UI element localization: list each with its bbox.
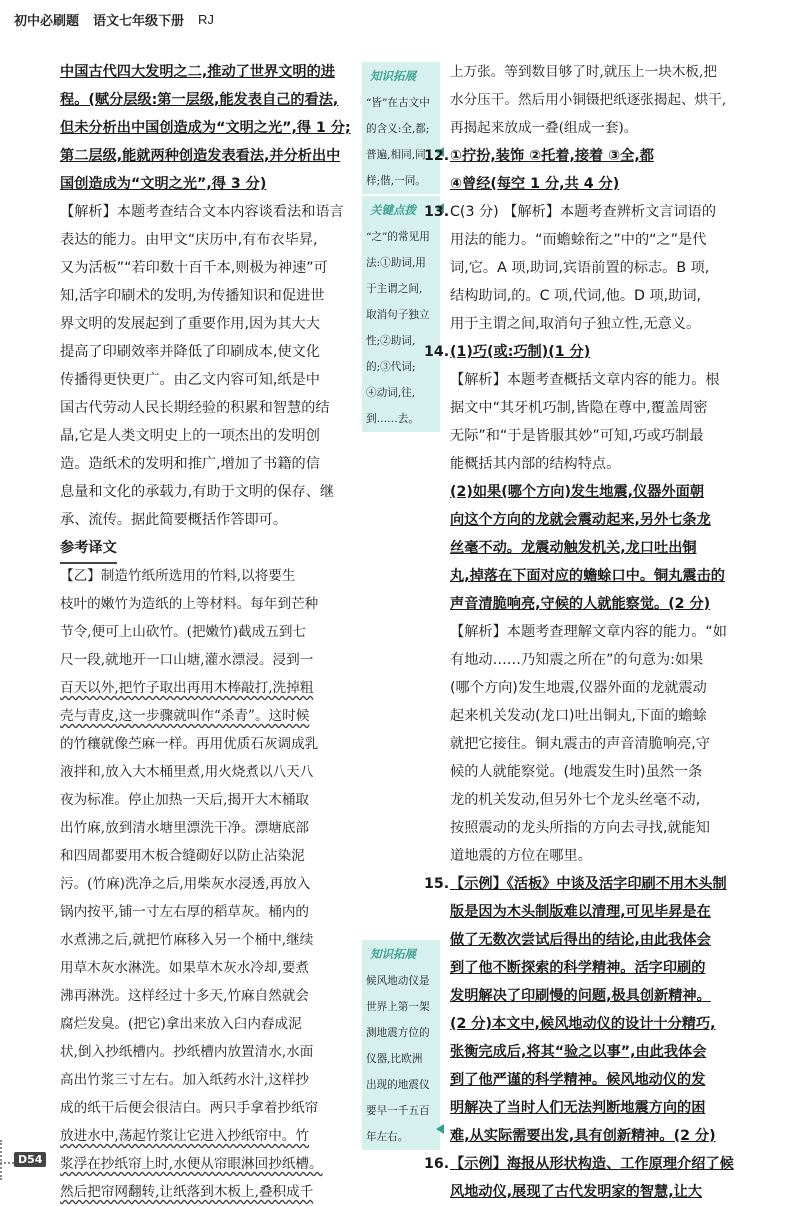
text-line [450, 450, 770, 478]
text-line [450, 814, 770, 842]
text-span: C(3 分) 【解析】本题考查辨析文言词语的 [450, 204, 717, 220]
text-line [60, 114, 350, 142]
text-line [60, 366, 350, 394]
text-line [60, 814, 350, 842]
knowledge-box-2 [362, 940, 440, 1150]
text-line [60, 86, 350, 114]
text-line [60, 478, 350, 506]
text-line [60, 254, 350, 282]
text-line [450, 562, 770, 590]
text-span: ④曾经(每空 1 分,共 4 分) [450, 176, 620, 192]
text-span: 和四周都要用木板合缝砌好以防止沾染泥 [60, 848, 305, 864]
text-line [450, 1094, 770, 1122]
text-line [450, 898, 770, 926]
text-span: 第二层级,能就两种创造发表看法,并分析出中 [60, 148, 341, 164]
text-line [450, 730, 770, 758]
text-span: 表达的能力。由甲文“庆历中,有布衣毕昇, [60, 232, 318, 248]
text-line [60, 1010, 350, 1038]
side-box-line: “皆”在古文中 [366, 97, 430, 109]
text-line [450, 422, 770, 450]
text-span: 词,它。A 项,助词,宾语前置的标志。B 项, [450, 260, 710, 276]
text-span: (2 分)本文中,候风地动仪的设计十分精巧, [450, 1016, 716, 1032]
key-point-box [362, 196, 440, 432]
text-span: 用草木灰水淋洗。如果草木灰水冷却,要煮 [60, 960, 310, 976]
side-box-line: 样;偕,一同。 [366, 175, 426, 187]
question-number: 12. [424, 148, 450, 164]
text-span: 锅内按平,铺一寸左右厚的稻草灰。桶内的 [60, 904, 310, 920]
text-line [450, 506, 770, 534]
text-span: 声音清脆响亮,守候的人就能察觉。(2 分) [450, 596, 711, 612]
text-span: 【解析】本题考查理解文章内容的能力。“如 [450, 624, 727, 640]
side-box-line: 候风地动仪是 [366, 975, 430, 987]
text-line [450, 1010, 770, 1038]
question-line [424, 142, 770, 170]
text-span: 道地震的方位在哪里。 [450, 848, 592, 864]
text-span: ①拧扮,装饰 ②托着,接着 ③全,都 [450, 148, 654, 164]
side-box-title: 关键点拨 [370, 203, 416, 217]
text-span: (2)如果(哪个方向)发生地震,仪器外面朝 [450, 484, 705, 500]
text-span: 水分压干。然后用小铜镊把纸逐张揭起、烘干, [450, 92, 727, 108]
text-line [450, 674, 770, 702]
text-span: 然后把帘网翻转,让纸落到木板上,叠积成千 [60, 1184, 314, 1200]
text-line [60, 590, 350, 618]
side-box-line: ④动词,往, [366, 387, 416, 399]
text-line [450, 590, 770, 618]
text-line [60, 142, 350, 170]
side-box-title: 知识拓展 [370, 947, 416, 961]
page-corner-dots [0, 1140, 2, 1180]
text-span: 的竹穰就像苎麻一样。再用优质石灰调成乳 [60, 736, 319, 752]
text-span: 枝叶的嫩竹为造纸的上等材料。每年到芒种 [60, 596, 319, 612]
text-span: (哪个方向)发生地震,仪器外面的龙就震动 [450, 680, 707, 696]
side-box-line: 取消句子独立 [366, 309, 430, 321]
text-line [60, 562, 350, 590]
text-span: 息量和文化的承载力,有助于文明的保存、继 [60, 484, 335, 500]
text-line [60, 1094, 350, 1122]
book-title: 语文七年级下册 [93, 13, 185, 29]
text-span: 龙的机关发动,但另外七个龙头丝毫不动, [450, 792, 701, 808]
text-span: 壳与青皮,这一步骤就叫作“杀青”。这时候 [60, 708, 310, 724]
text-line [450, 310, 770, 338]
text-span: 水煮沸之后,就把竹麻移入另一个桶中,继续 [60, 932, 314, 948]
text-line [60, 1122, 350, 1150]
text-line [450, 226, 770, 254]
text-line [450, 282, 770, 310]
text-span: 沸再淋洗。这样经过十多天,竹麻自然就会 [60, 988, 310, 1004]
text-span: 又为活板”“若印数十百千本,则极为神速”可 [60, 260, 328, 276]
text-span: 候的人就能察觉。(地震发生时)虽然一条 [450, 764, 703, 780]
text-line [450, 58, 770, 86]
text-span: 到了他不断探索的科学精神。活字印刷的 [450, 960, 706, 976]
text-line [60, 198, 350, 226]
text-span: 污。(竹麻)洗净之后,用柴灰水浸透,再放入 [60, 876, 311, 892]
side-box-line: 世界上第一架 [366, 1001, 430, 1013]
text-line [60, 310, 350, 338]
text-span: 传播得更快更广。由乙文内容可知,纸是中 [60, 372, 320, 388]
text-span: 程。(赋分层级:第一层级,能发表自己的看法, [60, 92, 339, 108]
page-corner-dots [0, 1162, 14, 1164]
text-span: 发明解决了印刷慢的问题,极具创新精神。 [450, 988, 711, 1004]
question-number: 13. [424, 204, 450, 220]
text-line [450, 1122, 770, 1150]
text-line [450, 534, 770, 562]
section-heading: 参考译文 [60, 534, 117, 564]
side-box-line: 于主谓之间, [366, 283, 423, 295]
text-span: 腐烂发臭。(把它)拿出来放入臼内舂成泥 [60, 1016, 302, 1032]
question-number: 14. [424, 344, 450, 360]
text-line [450, 702, 770, 730]
text-span: 晶,它是人类文明史上的一项杰出的发明创 [60, 428, 320, 444]
text-span: 按照震动的龙头所指的方向去寻找,就能知 [450, 820, 710, 836]
text-line [60, 618, 350, 646]
text-line [450, 114, 770, 142]
text-line [60, 506, 350, 534]
side-box-line: 的含义:全,都; [366, 123, 430, 135]
question-number: 15. [424, 876, 450, 892]
text-line [60, 1150, 350, 1178]
text-span: 张衡完成后,将其“验之以事”,由此我体会 [450, 1044, 707, 1060]
question-line [424, 338, 770, 366]
text-line [450, 954, 770, 982]
text-span: 高出竹浆三寸左右。加入纸药水汁,这样抄 [60, 1072, 310, 1088]
text-line [450, 842, 770, 870]
text-span: 难,从实际需要出发,具有创新精神。(2 分) [450, 1128, 716, 1144]
page-number: D54 [14, 1152, 46, 1167]
page-header [14, 6, 228, 32]
text-span: 向这个方向的龙就会震动起来,另外七条龙 [450, 512, 711, 528]
side-box-line: 法:①助词,用 [366, 257, 426, 269]
side-box-line: 性;②助词, [366, 335, 416, 347]
side-box-line: 普遍,相同,同 [366, 149, 426, 161]
left-column [60, 58, 350, 1206]
series-title: 初中必刷题 [14, 13, 80, 29]
text-span: 国创造成为“文明之光”,得 3 分) [60, 176, 267, 192]
side-box-line: 到……去。 [366, 413, 419, 425]
side-box-line: 测地震方位的 [366, 1027, 430, 1039]
text-span: 风地动仪,展现了古代发明家的智慧,让大 [450, 1184, 702, 1200]
text-line [60, 338, 350, 366]
pointer-arrow-icon [436, 1124, 444, 1134]
text-span: 节令,便可上山砍竹。(把嫩竹)截成五到七 [60, 624, 307, 640]
text-line [450, 982, 770, 1010]
text-line [60, 842, 350, 870]
text-span: 据文中“其牙机巧制,皆隐在尊中,覆盖周密 [450, 400, 708, 416]
text-span: 液拌和,放入大木桶里煮,用火烧煮以八天八 [60, 764, 314, 780]
text-line [450, 758, 770, 786]
text-span: 无际”和“于是皆服其妙”可知,巧或巧制最 [450, 428, 704, 444]
knowledge-box-1 [362, 62, 440, 194]
text-line [60, 870, 350, 898]
text-line [60, 450, 350, 478]
text-line [450, 618, 770, 646]
text-span: 就把它接住。铜丸震击的声音清脆响亮,守 [450, 736, 710, 752]
text-line [60, 954, 350, 982]
text-span: 但未分析出中国创造成为“文明之光”,得 1 分; [60, 120, 351, 136]
side-box-line: 仪器,比欧洲 [366, 1053, 423, 1065]
text-span: 成的纸干后便会很洁白。两只手拿着抄纸帘 [60, 1100, 319, 1116]
text-line [450, 1066, 770, 1094]
text-span: 状,倒入抄纸槽内。抄纸槽内放置清水,水面 [60, 1044, 314, 1060]
text-line [450, 478, 770, 506]
text-span: 结构助词,的。C 项,代词,他。D 项,助词, [450, 288, 702, 304]
text-line [60, 758, 350, 786]
text-line [60, 674, 350, 702]
text-span: 【解析】本题考查结合文本内容谈看法和语言 [60, 204, 344, 220]
text-span: 国古代劳动人民长期经验的积累和智慧的结 [60, 400, 330, 416]
text-line [60, 394, 350, 422]
text-span: 【乙】制造竹纸所选用的竹料,以将要生 [60, 568, 296, 584]
text-line [450, 1038, 770, 1066]
text-span: 中国古代四大发明之二,推动了世界文明的进 [60, 64, 335, 80]
text-span: (1)巧(或:巧制)(1 分) [450, 344, 591, 360]
text-span: 提高了印刷效率并降低了印刷成本,使文化 [60, 344, 320, 360]
text-span: 上万张。等到数目够了时,就压上一块木板,把 [450, 64, 717, 80]
text-line [60, 422, 350, 450]
question-line [424, 870, 770, 898]
text-span: 知,活字印刷术的发明,为传播知识和促进世 [60, 288, 325, 304]
text-span: 用法的能力。“而蟾蜍衔之”中的“之”是代 [450, 232, 707, 248]
text-line [450, 1178, 770, 1206]
text-span: 尺一段,就地开一口山塘,灌水漂浸。浸到一 [60, 652, 314, 668]
text-span: 造。造纸术的发明和推广,增加了书籍的信 [60, 456, 320, 472]
text-span: 到了他严谨的科学精神。候风地动仪的发 [450, 1072, 706, 1088]
text-line [60, 982, 350, 1010]
side-box-line: 的;③代词; [366, 361, 416, 373]
text-span: 丝毫不动。龙震动触发机关,龙口吐出铜 [450, 540, 697, 556]
text-span: 【示例】《活板》中谈及活字印刷不用木头制 [450, 876, 727, 892]
text-line [450, 170, 770, 198]
side-box-title: 知识拓展 [370, 69, 416, 83]
text-span: 版是因为木头制版难以清理,可见毕昇是在 [450, 904, 711, 920]
text-line [60, 1178, 350, 1206]
text-span: 承、流传。据此简要概括作答即可。 [60, 512, 288, 528]
question-number: 16. [424, 1156, 450, 1172]
text-line [450, 786, 770, 814]
text-line [450, 926, 770, 954]
question-line [424, 1150, 770, 1178]
text-span: 浆浮在抄纸帘上时,水便从帘眼淋回抄纸槽。 [60, 1156, 323, 1172]
text-line [60, 730, 350, 758]
text-line [60, 58, 350, 86]
text-span: 夜为标准。停止加热一天后,揭开大木桶取 [60, 792, 310, 808]
text-line [450, 86, 770, 114]
text-span: 再揭起来放成一叠(组成一套)。 [450, 120, 638, 136]
text-span: 【示例】海报从形状构造、工作原理介绍了候 [450, 1156, 734, 1172]
text-line [60, 282, 350, 310]
edition-label: RJ [198, 11, 214, 27]
text-span: 【解析】本题考查概括文章内容的能力。根 [450, 372, 720, 388]
text-line [450, 394, 770, 422]
text-line [450, 646, 770, 674]
text-span: 界文明的发展起到了重要作用,因为其大大 [60, 316, 320, 332]
side-box-line: 要早一千五百 [366, 1105, 430, 1117]
text-line [60, 226, 350, 254]
text-line [60, 170, 350, 198]
text-span: 明解决了当时人们无法判断地震方向的困 [450, 1100, 706, 1116]
text-line [60, 898, 350, 926]
text-line [60, 1038, 350, 1066]
text-span: 做了无数次尝试后得出的结论,由此我体会 [450, 932, 711, 948]
text-line [60, 786, 350, 814]
text-span: 出竹麻,放到清水塘里漂洗干净。漂塘底部 [60, 820, 310, 836]
side-box-line: 出现的地震仪 [366, 1079, 430, 1091]
question-line [424, 198, 770, 226]
text-line [60, 926, 350, 954]
text-line [60, 702, 350, 730]
text-span: 丸,掉落在下面对应的蟾蜍口中。铜丸震击的 [450, 568, 725, 584]
text-line [60, 534, 350, 562]
side-box-line: 年左右。 [366, 1131, 409, 1143]
text-span: 放进水中,荡起竹浆让它进入抄纸帘中。竹 [60, 1128, 310, 1144]
text-span: 有地动……乃知震之所在”的句意为:如果 [450, 652, 704, 668]
right-column [424, 58, 770, 1206]
text-line [450, 254, 770, 282]
text-span: 起来机关发动(龙口)吐出铜丸,下面的蟾蜍 [450, 708, 707, 724]
text-line [450, 366, 770, 394]
text-span: 能概括其内部的结构特点。 [450, 456, 621, 472]
text-span: 百天以外,把竹子取出再用木棒敲打,洗掉粗 [60, 680, 314, 696]
text-span: 用于主谓之间,取消句子独立性,无意义。 [450, 316, 701, 332]
side-box-line: “之”的常见用 [366, 231, 430, 243]
text-line [60, 646, 350, 674]
text-line [60, 1066, 350, 1094]
